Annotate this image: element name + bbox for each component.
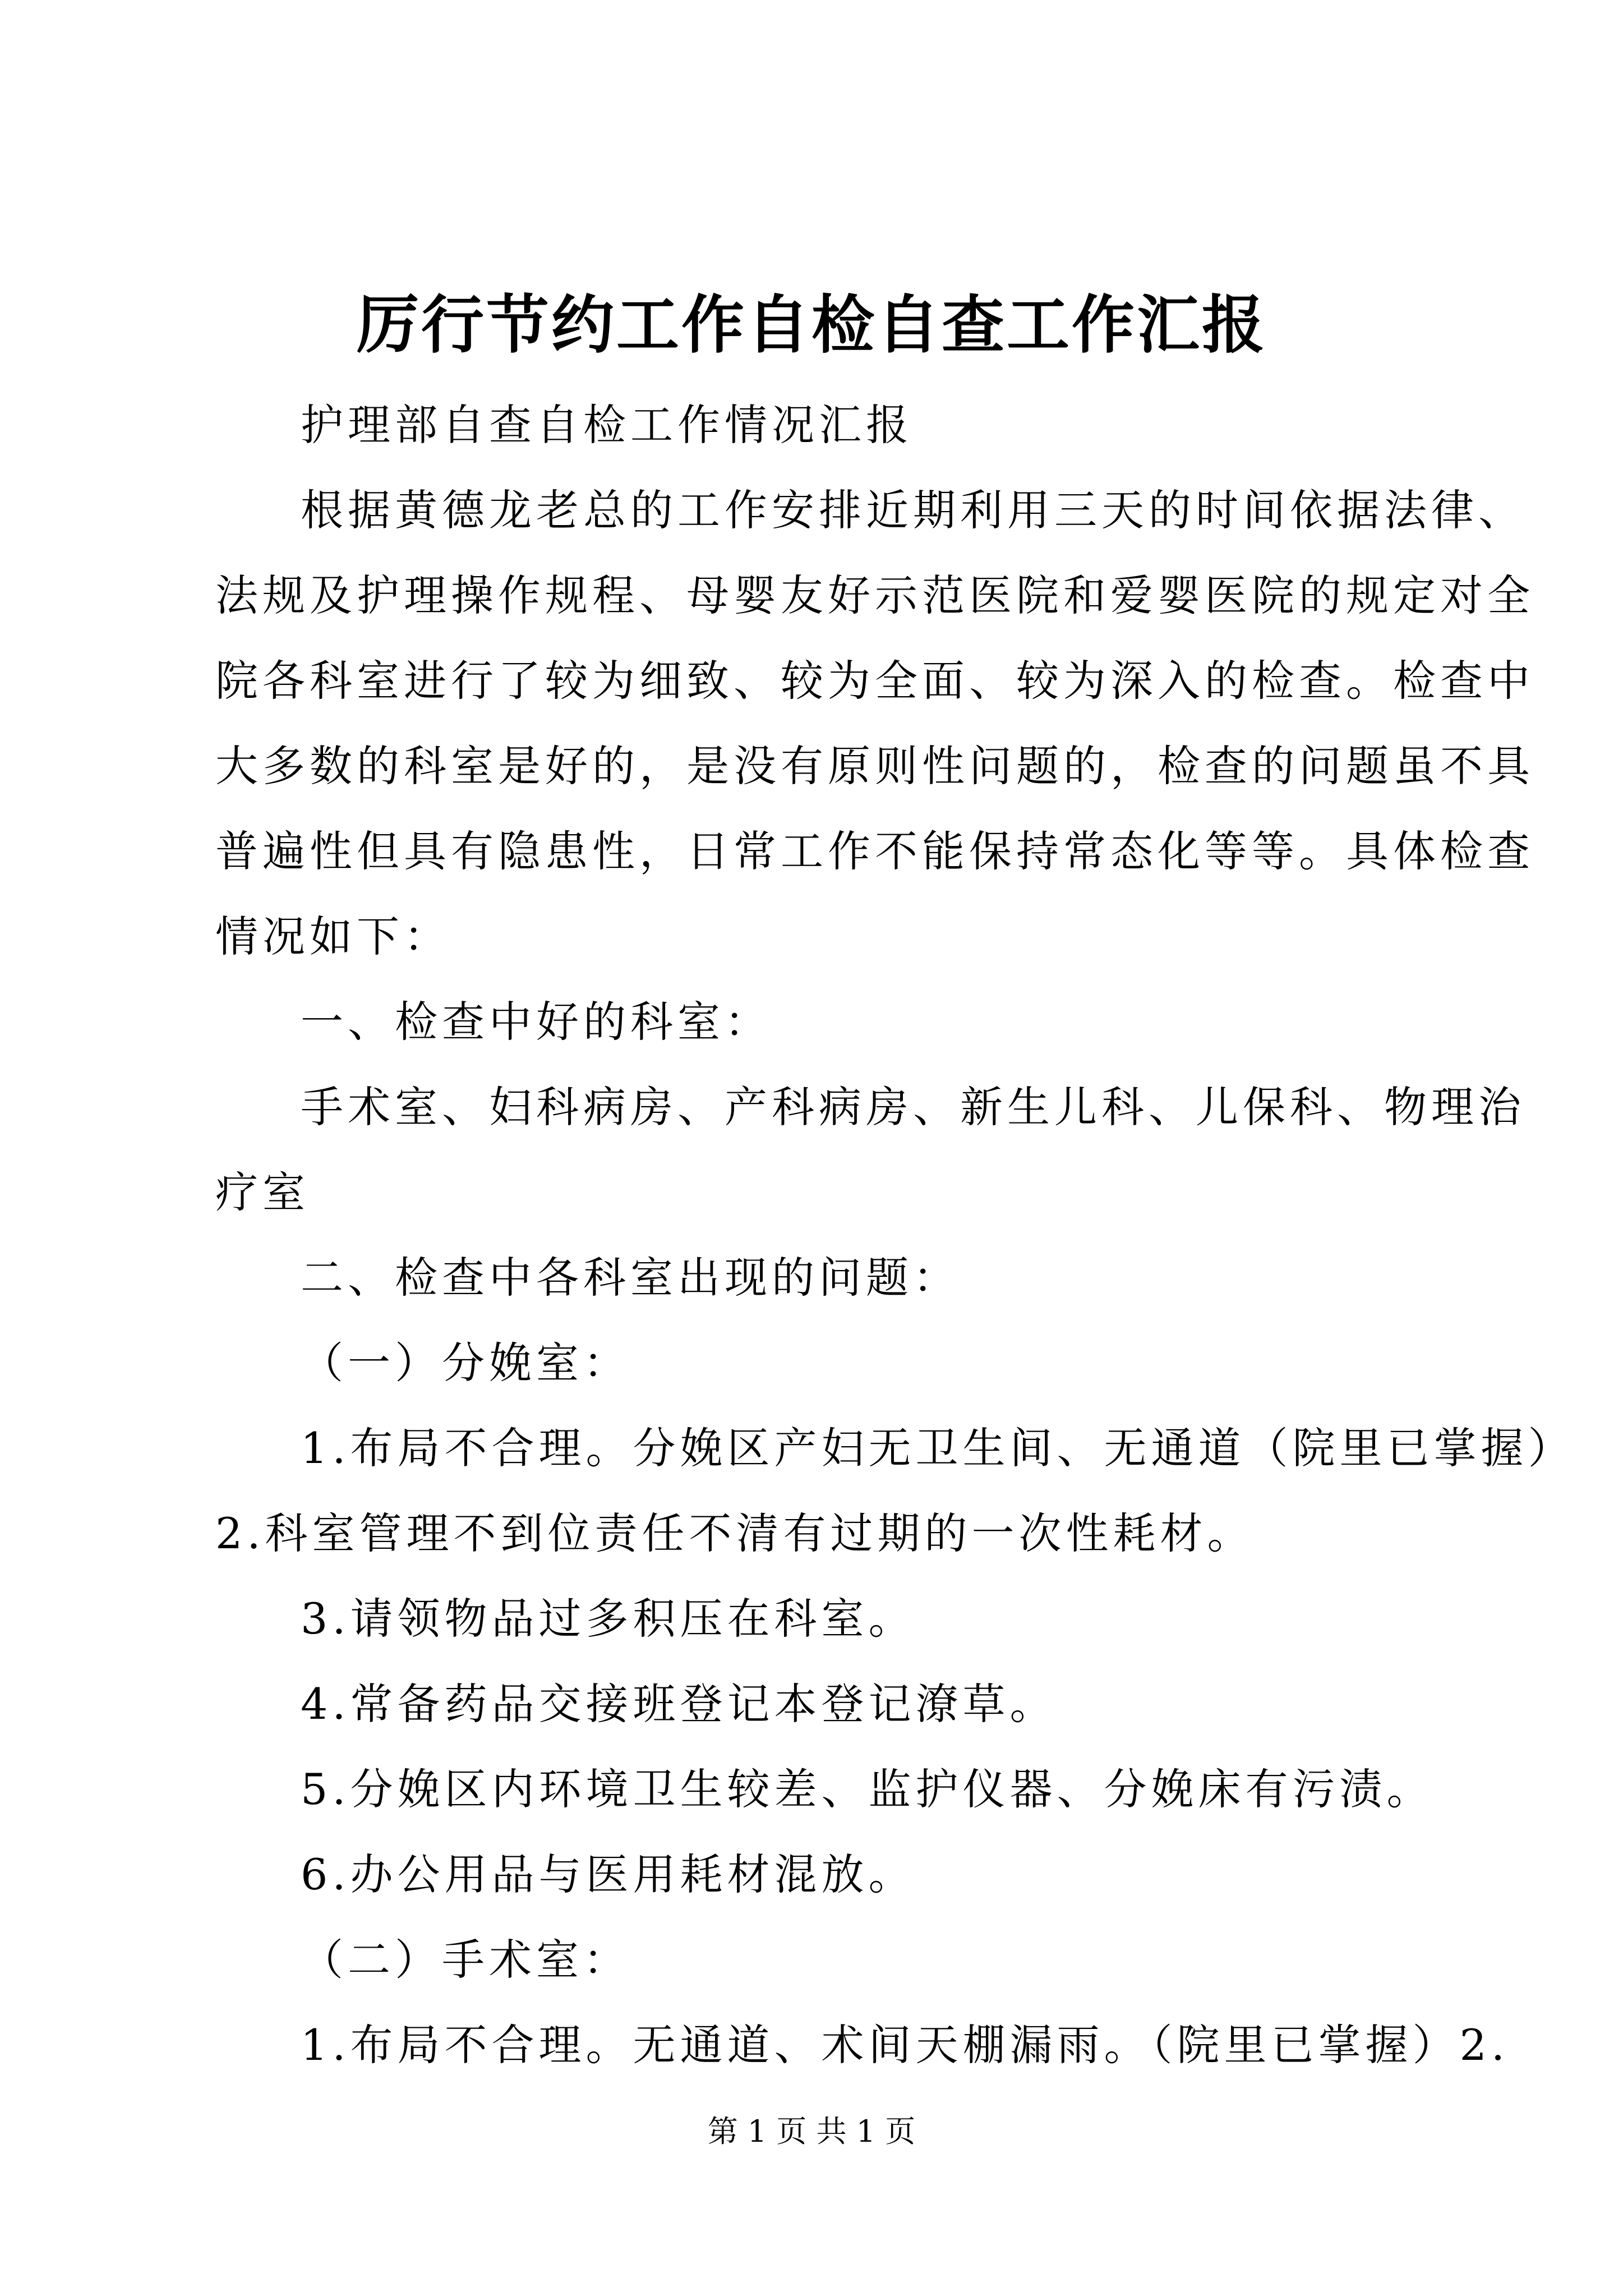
list-item: 1.布局不合理。无通道、术间天棚漏雨。（院里已掌握）2. bbox=[301, 2020, 1510, 2070]
document-title: 厉行节约工作自检自查工作汇报 bbox=[356, 288, 1267, 362]
list-item: 5.分娩区内环境卫生较差、监护仪器、分娩床有污渍。 bbox=[301, 1764, 1434, 1814]
paragraph-line: 疗室 bbox=[215, 1167, 310, 1217]
paragraph-line: 手术室、妇科病房、产科病房、新生儿科、儿保科、物理治 bbox=[301, 1082, 1525, 1132]
section-heading: 一、检查中好的科室： bbox=[301, 997, 772, 1047]
paragraph-line: 法规及护理操作规程、母婴友好示范医院和爱婴医院的规定对全 bbox=[215, 570, 1534, 620]
list-item: 3.请领物品过多积压在科室。 bbox=[301, 1594, 916, 1644]
list-item: 6.办公用品与医用耗材混放。 bbox=[301, 1849, 916, 1899]
list-item: 2.科室管理不到位责任不清有过期的一次性耗材。 bbox=[215, 1508, 1255, 1558]
section-heading: 二、检查中各科室出现的问题： bbox=[301, 1253, 960, 1303]
paragraph-line: 大多数的科室是好的，是没有原则性问题的，检查的问题虽不具 bbox=[215, 741, 1534, 791]
document-body bbox=[215, 383, 1575, 2088]
paragraph-line: 普遍性但具有隐患性，日常工作不能保持常态化等等。具体检查 bbox=[215, 826, 1534, 876]
list-item: 4.常备药品交接班登记本登记潦草。 bbox=[301, 1679, 1057, 1729]
paragraph-line: 根据黄德龙老总的工作安排近期利用三天的时间依据法律、 bbox=[301, 485, 1525, 535]
paragraph-line: 院各科室进行了较为细致、较为全面、较为深入的检查。检查中 bbox=[215, 656, 1534, 706]
subsection-heading: （二）手术室： bbox=[301, 1935, 630, 1985]
page-footer: 第 1 页 共 1 页 bbox=[707, 2114, 916, 2149]
paragraph-line: 情况如下： bbox=[215, 912, 451, 961]
subsection-heading: （一）分娩室： bbox=[301, 1338, 630, 1388]
paragraph-report-heading: 护理部自查自检工作情况汇报 bbox=[301, 400, 913, 450]
list-item: 1.布局不合理。分娩区产妇无卫生间、无通道（院里已掌握） bbox=[301, 1423, 1575, 1473]
